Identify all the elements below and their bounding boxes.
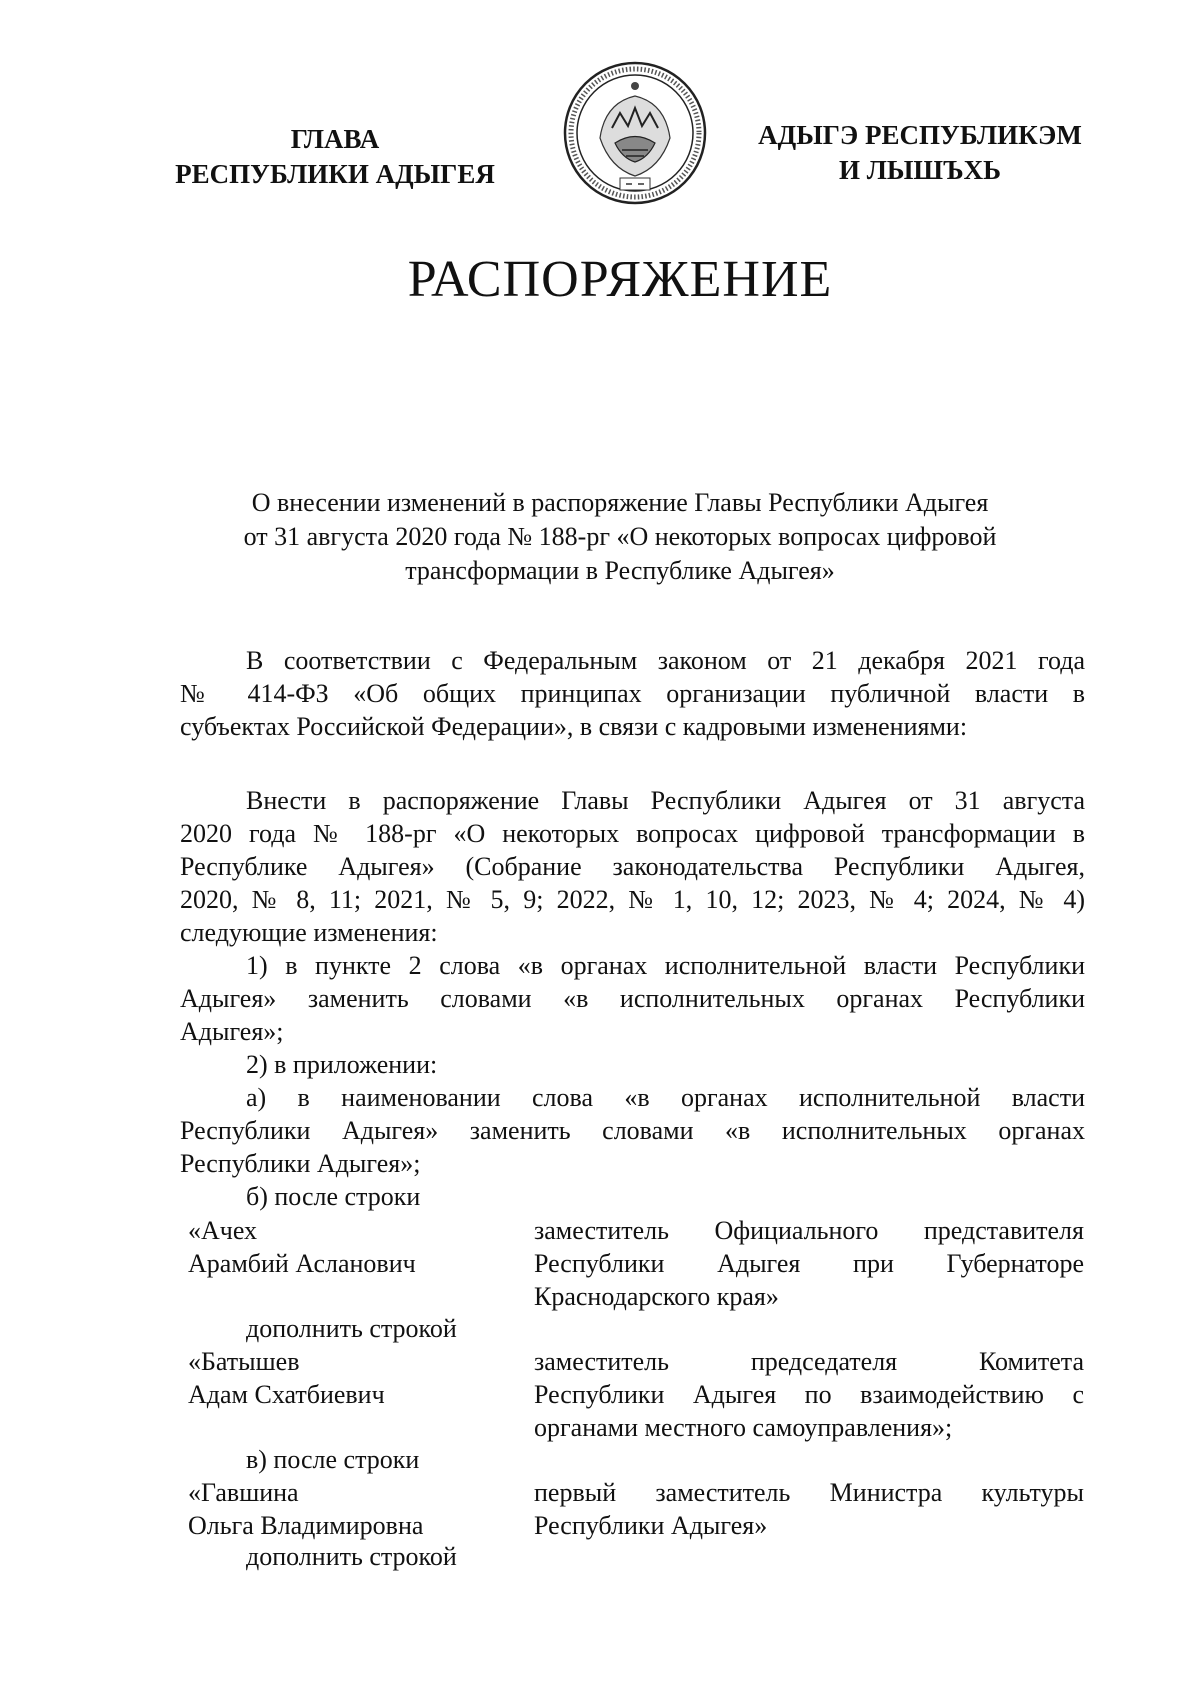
text-line: Адыгея» заменить словами «в исполнительных органах Республики bbox=[180, 984, 1085, 1013]
document-subject bbox=[190, 486, 1050, 588]
entry-given-name: Адам Схатбиевич bbox=[188, 1380, 385, 1409]
subject-line: трансформации в Республике Адыгея» bbox=[405, 556, 835, 585]
add-line-label: дополнить строкой bbox=[246, 1314, 457, 1343]
position-line: заместитель председателя Комитета bbox=[534, 1347, 1084, 1376]
entry-position bbox=[534, 1345, 1084, 1444]
text-line: В соответствии с Федеральным законом от 21 декабря 2021 года bbox=[246, 646, 1085, 675]
text-line: № 414-ФЗ «Об общих принципах организации публичной власти в bbox=[180, 679, 1085, 708]
text-line: следующие изменения: bbox=[180, 918, 438, 947]
position-line: первый заместитель Министра культуры bbox=[534, 1478, 1084, 1507]
header-right-line1: АДЫГЭ РЕСПУБЛИКЭМ bbox=[758, 120, 1082, 150]
text-line: Республики Адыгея»; bbox=[180, 1149, 421, 1178]
after-line-label: в) после строки bbox=[246, 1445, 420, 1474]
position-line: Республики Адыгея при Губернаторе bbox=[534, 1249, 1084, 1278]
entry-given-name: Ольга Владимировна bbox=[188, 1511, 424, 1540]
entry-name bbox=[188, 1214, 528, 1280]
entry-position bbox=[534, 1214, 1084, 1313]
entry-position bbox=[534, 1476, 1084, 1542]
add-line-label: дополнить строкой bbox=[246, 1542, 457, 1571]
text-line: Внести в распоряжение Главы Республики Адыгея от 31 августа bbox=[246, 786, 1085, 815]
entry-name bbox=[188, 1345, 528, 1411]
text-line: 1) в пункте 2 слова «в органах исполнительной власти Республики bbox=[246, 951, 1085, 980]
text-line: 2020, № 8, 11; 2021, № 5, 9; 2022, № 1, 10, 12; 2023, № 4; 2024, № 4) bbox=[180, 885, 1085, 914]
header-right-line2: И ЛЫШЪХЬ bbox=[838, 155, 1002, 185]
header-left bbox=[150, 122, 520, 192]
position-line: Республики Адыгея» bbox=[534, 1511, 768, 1540]
position-line: Республики Адыгея по взаимодействию с bbox=[534, 1380, 1084, 1409]
text-line: 2020 года № 188-рг «О некоторых вопросах цифровой трансформации в bbox=[180, 819, 1085, 848]
header-left-line1: ГЛАВА bbox=[290, 124, 380, 154]
text-line: субъектах Российской Федерации», в связи с кадровыми изменениями: bbox=[180, 712, 968, 741]
coat-of-arms-icon bbox=[560, 58, 710, 208]
text-line: б) после строки bbox=[246, 1182, 421, 1211]
text-line: Республики Адыгея» заменить словами «в исполнительных органах bbox=[180, 1116, 1085, 1145]
subject-line: О внесении изменений в распоряжение Главы Республики Адыгея bbox=[251, 488, 989, 517]
position-line: Краснодарского края» bbox=[534, 1282, 779, 1311]
document-title: РАСПОРЯЖЕНИЕ bbox=[407, 251, 833, 308]
text-line: а) в наименовании слова «в органах исполнительной власти bbox=[246, 1083, 1085, 1112]
preamble-paragraph bbox=[180, 644, 1085, 743]
entry-surname: «Батышев bbox=[188, 1347, 300, 1376]
text-line: Адыгея»; bbox=[180, 1017, 284, 1046]
entry-name bbox=[188, 1476, 528, 1542]
text-line: Республике Адыгея» (Собрание законодательства Республики Адыгея, bbox=[180, 852, 1085, 881]
subject-line: от 31 августа 2020 года № 188-рг «О некоторых вопросах цифровой bbox=[243, 522, 997, 551]
header-right bbox=[735, 118, 1105, 188]
entry-surname: «Ачех bbox=[188, 1216, 258, 1245]
order-paragraph bbox=[180, 784, 1085, 1213]
header-left-line2: РЕСПУБЛИКИ АДЫГЕЯ bbox=[175, 159, 495, 189]
text-line: 2) в приложении: bbox=[246, 1050, 438, 1079]
entry-surname: «Гавшина bbox=[188, 1478, 299, 1507]
position-line: заместитель Официального представителя bbox=[534, 1216, 1084, 1245]
position-line: органами местного самоуправления»; bbox=[534, 1413, 953, 1442]
entry-given-name: Арамбий Асланович bbox=[188, 1249, 416, 1278]
